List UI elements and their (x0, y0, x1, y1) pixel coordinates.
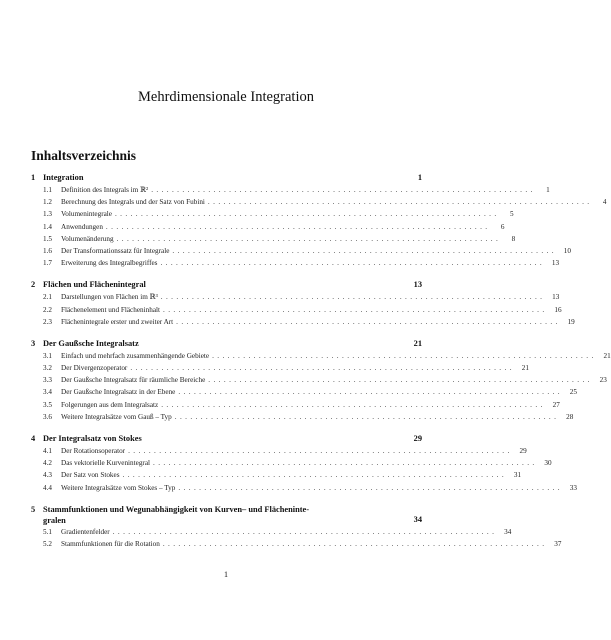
section-page: 37 (554, 539, 562, 548)
section-page: 8 (511, 234, 516, 243)
section-page: 27 (552, 400, 560, 409)
section-title: Volumenintegrale (61, 210, 112, 219)
section-number: 1.4 (43, 222, 52, 231)
toc-section-row[interactable] (31, 316, 575, 328)
section-title: Folgerungen aus dem Integralsatz (61, 400, 159, 409)
toc-section-row[interactable] (31, 482, 577, 494)
dot-leader: .......................................................................... (178, 483, 563, 492)
chapter-row[interactable] (31, 172, 422, 184)
toc-chapter-2 (31, 279, 575, 328)
chapter-title: Der Gaußsche Integralsatz (43, 338, 139, 348)
toc-section-row[interactable] (31, 350, 611, 362)
section-number: 3.3 (43, 376, 52, 385)
section-title: Darstellungen von Flächen im ℝ³ (61, 293, 158, 302)
toc-heading: Inhaltsverzeichnis (31, 148, 137, 163)
section-number: 4.3 (43, 471, 52, 480)
section-number: 1.1 (43, 186, 52, 194)
chapter-row[interactable] (31, 279, 422, 291)
dot-leader: .......................................................................... (208, 376, 593, 385)
page-number: 1 (224, 570, 228, 579)
section-number: 1.3 (43, 210, 52, 219)
toc-section-row[interactable] (31, 526, 512, 538)
section-number: 5.2 (43, 539, 52, 548)
toc-chapter-4 (31, 433, 577, 494)
dot-leader: .......................................................................... (153, 459, 538, 468)
section-title: Der Satz von Stokes (61, 471, 120, 480)
chapter-title: Flächen und Flächenintegral (43, 280, 146, 290)
section-page: 30 (544, 459, 552, 468)
toc-section-row[interactable] (31, 362, 529, 374)
section-page: 28 (566, 412, 574, 421)
dot-leader: .......................................................................... (160, 259, 546, 268)
section-title: Der Gaußsche Integralsatz für räumliche Bereiche (61, 376, 206, 385)
section-title: Berechnung des Integrals und der Satz von Fubini (61, 198, 205, 207)
section-title: Anwendungen (61, 222, 103, 231)
toc-chapter-1 (31, 172, 607, 269)
section-title: Volumenänderung (61, 234, 114, 243)
dot-leader: .......................................................................... (178, 388, 563, 397)
chapter-title: Der Integralsatz von Stokes (43, 434, 142, 443)
dot-leader: .......................................................................... (161, 400, 546, 409)
section-title: Der Transformationssatz für Integrale (61, 246, 170, 255)
table-of-contents (31, 172, 611, 560)
section-number: 4.2 (43, 459, 52, 468)
dot-leader: .......................................................................... (130, 364, 515, 373)
chapter-row[interactable] (31, 338, 422, 350)
section-title: Das vektorielle Kurvenintegral (61, 459, 151, 468)
section-number: 2.1 (43, 293, 52, 302)
dot-leader: .......................................................................... (112, 527, 498, 536)
section-number: 3.4 (43, 388, 52, 397)
toc-section-row[interactable] (31, 233, 516, 245)
toc-section-row[interactable] (31, 469, 522, 481)
dot-leader: .......................................................................... (116, 234, 502, 243)
section-number: 4.4 (43, 483, 52, 492)
section-number: 4.1 (43, 447, 52, 455)
toc-section-row[interactable] (31, 184, 550, 196)
section-page: 19 (567, 317, 575, 326)
toc-section-row[interactable] (31, 386, 577, 398)
chapter-row[interactable] (31, 433, 422, 445)
section-number: 1.6 (43, 246, 52, 255)
chapter-number: 2 (31, 280, 36, 290)
section-title: Weitere Integralsätze vom Stokes – Typ (61, 483, 176, 492)
section-title: Flächenelement und Flächeninhalt (61, 305, 160, 314)
section-page: 34 (504, 527, 512, 536)
chapter-title-line-1: Stammfunktionen und Wegunabhängigkeit von Kurven– und Flächeninte- (43, 504, 310, 514)
section-page: 33 (569, 483, 577, 492)
dot-leader: .......................................................................... (162, 539, 548, 548)
toc-chapter-5 (31, 504, 562, 550)
dot-leader: .......................................................................... (174, 412, 560, 421)
section-number: 5.1 (43, 527, 52, 536)
toc-section-row[interactable] (31, 399, 560, 411)
document-title: Mehrdimensionale Integration (138, 89, 314, 105)
section-page: 13 (552, 293, 560, 302)
toc-section-row[interactable] (31, 208, 514, 220)
chapter-number: 5 (31, 504, 36, 514)
dot-leader: .......................................................................... (114, 210, 500, 219)
toc-section-row[interactable] (31, 291, 560, 303)
section-page: 5 (509, 210, 514, 219)
section-title: Definition des Integrals im ℝ² (61, 186, 149, 194)
chapter-number: 3 (31, 338, 36, 348)
section-page: 23 (599, 376, 607, 385)
chapter-number: 4 (31, 434, 36, 443)
toc-section-row[interactable] (31, 538, 562, 550)
section-title: Stammfunktionen für die Rotation (61, 539, 160, 548)
dot-leader: .......................................................................... (105, 222, 491, 231)
section-number: 3.5 (43, 400, 52, 409)
section-page: 6 (500, 222, 505, 231)
chapter-title: Integration (43, 173, 84, 182)
toc-section-row[interactable] (31, 374, 607, 386)
dot-leader: .......................................................................... (207, 198, 593, 207)
section-title: Einfach und mehrfach zusammenhängende Gebiete (61, 351, 210, 360)
section-page: 21 (603, 351, 611, 360)
chapter-title-line-2: gralen (43, 515, 66, 525)
dot-leader: .......................................................................... (212, 351, 597, 360)
toc-section-row[interactable] (31, 196, 607, 208)
section-page: 10 (563, 246, 571, 255)
section-number: 3.2 (43, 364, 52, 373)
dot-leader: .......................................................................... (172, 246, 557, 255)
chapter-page: 21 (413, 338, 422, 348)
section-title: Der Gaußsche Integralsatz in der Ebene (61, 388, 176, 397)
section-number: 3.6 (43, 412, 52, 421)
toc-section-row[interactable] (31, 445, 527, 457)
section-page: 4 (602, 198, 607, 207)
chapter-page: 13 (413, 280, 422, 290)
section-number: 1.7 (43, 259, 52, 268)
section-number: 2.3 (43, 317, 52, 326)
section-title: Flächenintegrale erster und zweiter Art (61, 317, 174, 326)
toc-section-row[interactable] (31, 411, 574, 423)
dot-leader: .......................................................................... (122, 471, 508, 480)
toc-section-row[interactable] (31, 457, 552, 469)
dot-leader: .......................................................................... (160, 293, 546, 302)
toc-chapter-3 (31, 338, 611, 423)
dot-leader: .......................................................................... (151, 186, 536, 194)
section-title: Der Rotationsoperator (61, 447, 126, 455)
chapter-title (43, 504, 414, 526)
chapter-row[interactable] (31, 504, 422, 526)
chapter-page: 1 (417, 173, 422, 182)
section-page: 29 (519, 447, 527, 455)
dot-leader: .......................................................................... (176, 317, 561, 326)
dot-leader: .......................................................................... (163, 305, 548, 314)
section-page: 1 (546, 186, 550, 194)
section-page: 25 (569, 388, 577, 397)
section-title: Erweiterung des Integralbegriffes (61, 259, 158, 268)
toc-section-row[interactable] (31, 245, 571, 257)
chapter-number: 1 (31, 173, 36, 182)
section-page: 13 (551, 259, 560, 268)
toc-section-row[interactable] (31, 221, 505, 233)
chapter-page: 34 (413, 514, 422, 524)
toc-section-row[interactable] (31, 257, 560, 269)
section-page: 16 (554, 305, 562, 314)
section-number: 1.2 (43, 198, 52, 207)
chapter-page: 29 (413, 434, 422, 443)
section-page: 31 (513, 471, 522, 480)
section-title: Weitere Integralsätze vom Gauß – Typ (61, 412, 172, 421)
dot-leader: .......................................................................... (128, 447, 513, 455)
section-title: Gradientenfelder (61, 527, 110, 536)
section-number: 1.5 (43, 234, 52, 243)
toc-section-row[interactable] (31, 304, 562, 316)
section-number: 2.2 (43, 305, 52, 314)
section-title: Der Divergenzoperator (61, 364, 128, 373)
section-page: 21 (521, 364, 529, 373)
section-number: 3.1 (43, 351, 52, 360)
